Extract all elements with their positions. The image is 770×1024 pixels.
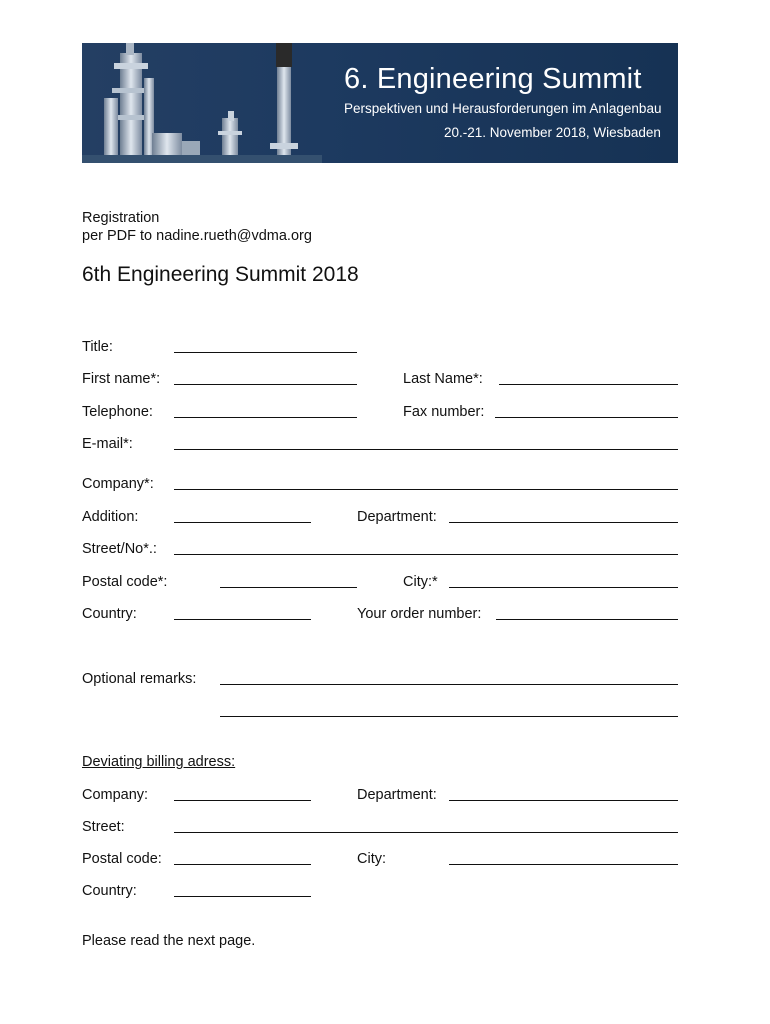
email-label: E-mail*: (82, 436, 133, 452)
postal-code-label: Postal code*: (82, 574, 168, 590)
event-banner (82, 43, 678, 163)
billing-company-field[interactable] (174, 800, 311, 801)
billing-department-field[interactable] (449, 800, 678, 801)
telephone-field[interactable] (174, 417, 357, 418)
billing-company-label: Company: (82, 787, 149, 803)
street-label: Street/No*.: (82, 541, 157, 557)
first-name-label: First name*: (82, 371, 161, 387)
billing-street-label: Street: (82, 819, 125, 835)
company-field[interactable] (174, 489, 678, 490)
order-number-label: Your order number: (357, 606, 482, 622)
last-name-label: Last Name*: (403, 371, 483, 387)
department-label: Department: (357, 509, 437, 525)
remarks-field-line-2[interactable] (220, 716, 678, 717)
city-field[interactable] (449, 587, 678, 588)
title-label: Title: (82, 339, 113, 355)
billing-city-label: City: (357, 851, 386, 867)
postal-code-field[interactable] (220, 587, 357, 588)
billing-heading: Deviating billing adress: (82, 754, 236, 770)
remarks-label: Optional remarks: (82, 671, 197, 687)
billing-department-label: Department: (357, 787, 437, 803)
form-title: 6th Engineering Summit 2018 (82, 263, 359, 286)
billing-country-label: Country: (82, 883, 137, 899)
street-field[interactable] (174, 554, 678, 555)
remarks-field-line-1[interactable] (220, 684, 678, 685)
addition-label: Addition: (82, 509, 139, 525)
title-field[interactable] (174, 352, 357, 353)
banner-title: 6. Engineering Summit (344, 63, 642, 95)
addition-field[interactable] (174, 522, 311, 523)
registration-email-text: per PDF to nadine.rueth@vdma.org (82, 228, 312, 244)
country-label: Country: (82, 606, 137, 622)
billing-street-field[interactable] (174, 832, 678, 833)
fax-field[interactable] (495, 417, 678, 418)
city-label: City:* (403, 574, 438, 590)
banner-subtitle: Perspektiven und Herausforderungen im Anlagenbau (344, 101, 662, 116)
last-name-field[interactable] (499, 384, 678, 385)
department-field[interactable] (449, 522, 678, 523)
telephone-label: Telephone: (82, 404, 153, 420)
first-name-field[interactable] (174, 384, 357, 385)
billing-postal-code-label: Postal code: (82, 851, 162, 867)
fax-label: Fax number: (403, 404, 485, 420)
billing-city-field[interactable] (449, 864, 678, 865)
country-field[interactable] (174, 619, 311, 620)
registration-label: Registration (82, 210, 160, 226)
billing-country-field[interactable] (174, 896, 311, 897)
order-number-field[interactable] (496, 619, 678, 620)
company-label: Company*: (82, 476, 154, 492)
banner-date: 20.-21. November 2018, Wiesbaden (444, 125, 661, 140)
billing-postal-code-field[interactable] (174, 864, 311, 865)
email-field[interactable] (174, 449, 678, 450)
footer-note: Please read the next page. (82, 933, 256, 949)
